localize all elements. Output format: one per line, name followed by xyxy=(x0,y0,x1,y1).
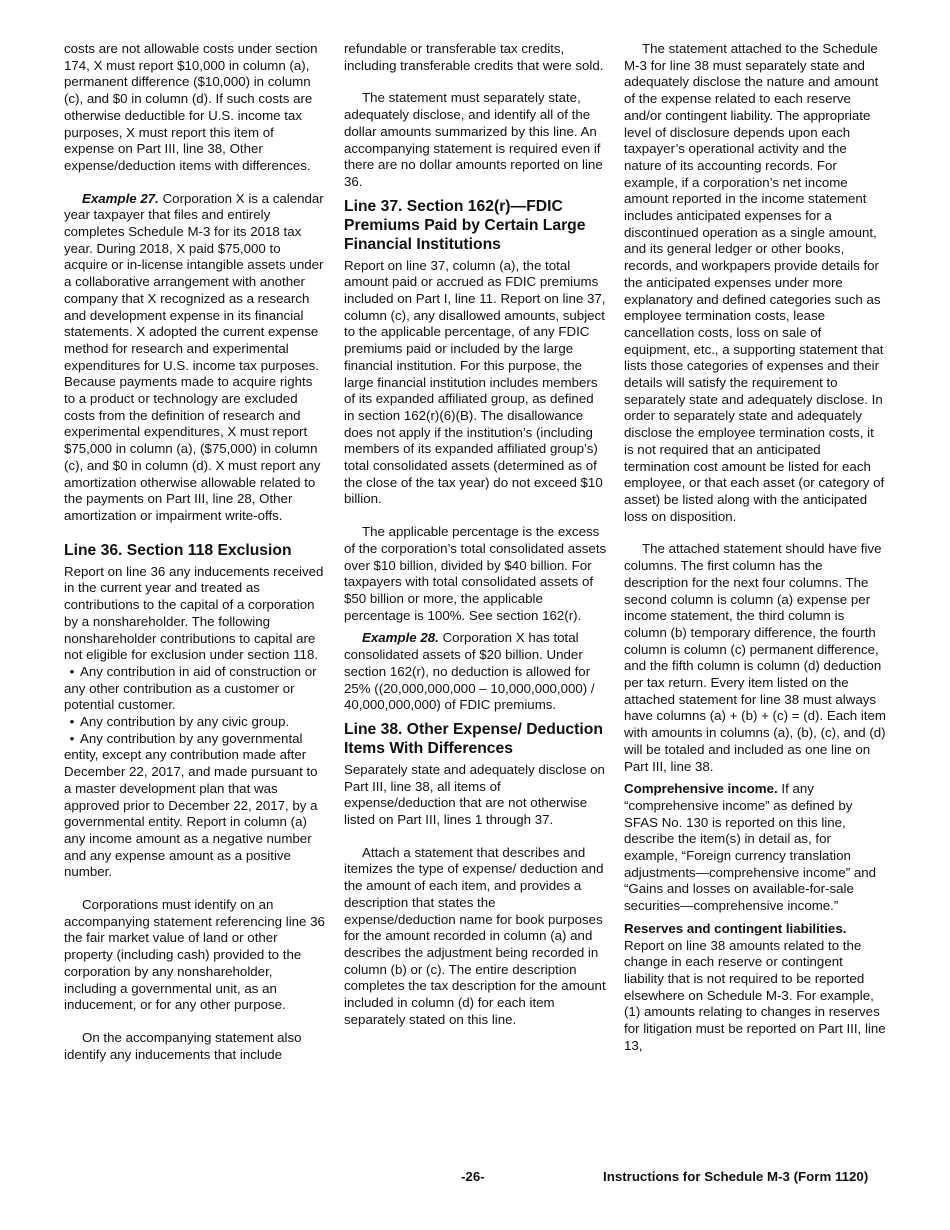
paragraph: Report on line 37, column (a), the total amount paid or accrued as FDIC premiums included on Part I, line 11. Report on line 37, column (c), any disallowed amounts, subject to the applicable percentage, of any FDIC premiums paid or included by the large financial institution. For this purpose, the large financial institution includes members of its expanded affiliated group, as defined in section 162(r)(6)(B). The disallowance does not apply if the institution’s (including members of its expanded affiliated group’s) total consolidated assets (determined as of the close of the tax year) do not exceed $10 billion. xyxy=(344,257,606,507)
example-label: Example 28. xyxy=(362,630,439,646)
column-left xyxy=(64,41,326,1063)
paragraph: The attached statement should have five columns. The first column has the description for the next four columns. The second column is column (a) expense per income statement, the third column is column (b) temporary difference, the fourth column is column (c) permanent difference, and the fifth column is column (d) deduction per tax return. Every item listed on the attached statement for line 38 must always have columns (a) + (b) + (c) = (d). Each item with amounts in columns (a), (b), (c), and (d) will be totaled and included as one line on Part III, line 38. xyxy=(624,541,886,774)
comprehensive-income xyxy=(624,781,886,915)
run-in-text: Report on line 38 amounts related to the change in each reserve or contingent liability that is not required to be reported elsewhere on Schedule M-3. For example, (1) amounts relating to changes in reserves for litigation must be reported on Part III, line 13, xyxy=(624,937,886,1053)
bullet-item: • Any contribution by any governmental entity, except any contribution made after December 22, 2017, and made pursuant to a master development plan that was approved prior to December 22, 2017, by a governmental entity. Report in column (a) any income amount as a negative number and any expense amount as a positive number. xyxy=(64,731,326,881)
heading-line-36: Line 36. Section 118 Exclusion xyxy=(64,541,292,559)
paragraph: costs are not allowable costs under section 174, X must report $10,000 in column (a), permanent difference ($10,000) in column (c), and $0 in column (d). If such costs are otherwise deductible for U.S. income tax purposes, X must report this item of expense on Part III, line 38, Other expense/deduction items with differences. xyxy=(64,41,318,173)
paragraph: Attach a statement that describes and itemizes the type of expense/ deduction and the amount of each item, and provides a description that states the expense/deduction name for book purposes for the amount recorded in column (a) and describes the adjustment being recorded in column (b) or (c). The entire description completes the tax description for the amount included in column (d) for each item separately stated on this line. xyxy=(344,844,606,1027)
paragraph: Corporations must identify on an accompanying statement referencing line 36 the fair market value of land or other property (including cash) provided to the corporation by any nonshareholder, including a governmental unit, as an inducement, or for any other purpose. xyxy=(64,897,325,1013)
run-in-heading: Reserves and contingent liabilities. xyxy=(624,920,847,936)
example-label: Example 27. xyxy=(82,190,159,206)
column-right xyxy=(624,41,886,1054)
paragraph: Report on line 36 any inducements received in the current year and treated as contributions to the capital of a corporation by a nonshareholder. The following nonshareholder contributions to capital are not eligible for exclusion under section 118. xyxy=(64,563,324,663)
paragraph: The statement attached to the Schedule M-3 for line 38 must separately state and adequately disclose the nature and amount of the expense related to each reserve and/or contingent liability. The appropriate level of disclosure depends upon each taxpayer’s operational activity and the nature of its accounting records. For example, if a corporation’s net income amount reported in the income statement includes anticipated expenses for a discontinued operation as a single amount, and its general ledger or other books, records, and workpapers provide details for the anticipated expenses under more explanatory and defined categories such as employee termination costs, lease cancellation costs, loss on sale of equipment, etc., a supporting statement that lists those categories of expenses and their details will satisfy the requirement to separately state and adequately disclose. In order to separately state and adequately disclose the employee termination costs, it is not required that an anticipated termination cost amount be listed for each employee, or that each asset (or category of asset) be listed along with the anticipated loss on disposition. xyxy=(624,41,885,524)
example-28 xyxy=(344,630,607,714)
example-text: Corporation X has total consolidated assets of $20 billion. Under section 162(r), no deduction is allowed for 25% ((20,000,000,000 – 10,000,000,000) / 40,000,000,000) of FDIC premiums. xyxy=(344,630,595,713)
paragraph: The applicable percentage is the excess of the corporation’s total consolidated assets over $10 billion, divided by $40 billion. For taxpayers with total consolidated assets of $50 billion or more, the applicable percentage is 100%. See section 162(r). xyxy=(344,524,607,623)
run-in-text: If any “comprehensive income” as defined by SFAS No. 130 is reported on this line, describe the item(s) in detail as, for example, “Foreign currency translation adjustments—comprehensive income” and “Gains and losses on available-for-sale securities—comprehensive income.” xyxy=(624,781,877,914)
bullet-item: • Any contribution by any civic group. xyxy=(64,714,326,731)
example-27 xyxy=(64,191,326,525)
paragraph: On the accompanying statement also identify any inducements that include xyxy=(64,1029,302,1062)
column-middle xyxy=(344,41,607,1028)
heading-line-37: Line 37. Section 162(r)—FDIC Premiums Paid by Certain Large Financial Institutions xyxy=(344,197,586,253)
bullet-item: • Any contribution in aid of construction or any other contribution as a customer or potential customer. xyxy=(64,664,326,714)
reserves-contingent-liabilities xyxy=(624,921,886,1055)
heading-line-38: Line 38. Other Expense/ Deduction Items With Differences xyxy=(344,720,603,757)
footer-title: Instructions for Schedule M-3 (Form 1120) xyxy=(603,1169,869,1184)
run-in-heading: Comprehensive income. xyxy=(624,781,778,797)
page-number: -26- xyxy=(461,1169,485,1184)
paragraph: Separately state and adequately disclose on Part III, line 38, all items of expense/deduction that are not otherwise listed on Part III, lines 1 through 37. xyxy=(344,761,605,828)
example-text: Corporation X is a calendar year taxpayer that files and entirely completes Schedule M-3 for its 2018 tax year. During 2018, X paid $75,000 to acquire or in-license intangible assets under a collaborative arrangement with another company that X recognized as a research and development expense in its financial statements. X adopted the current expense method for research and experimental expenditures for U.S. income tax purposes. Because payments made to acquire rights to a product or technology are excluded costs from the definition of research and experimental expenditures, X must report $75,000 in column (a), ($75,000) in column (c), and $0 in column (d). X must report any amortization otherwise allowable related to the payments on Part III, line 28, Other amortization or impairment write-offs. xyxy=(64,190,324,523)
paragraph: The statement must separately state, adequately disclose, and identify all of the dollar amounts summarized by this line. An accompanying statement is required even if there are no dollar amounts reported on line 36. xyxy=(344,90,603,189)
paragraph: refundable or transferable tax credits, including transferable credits that were sold. xyxy=(344,41,604,73)
